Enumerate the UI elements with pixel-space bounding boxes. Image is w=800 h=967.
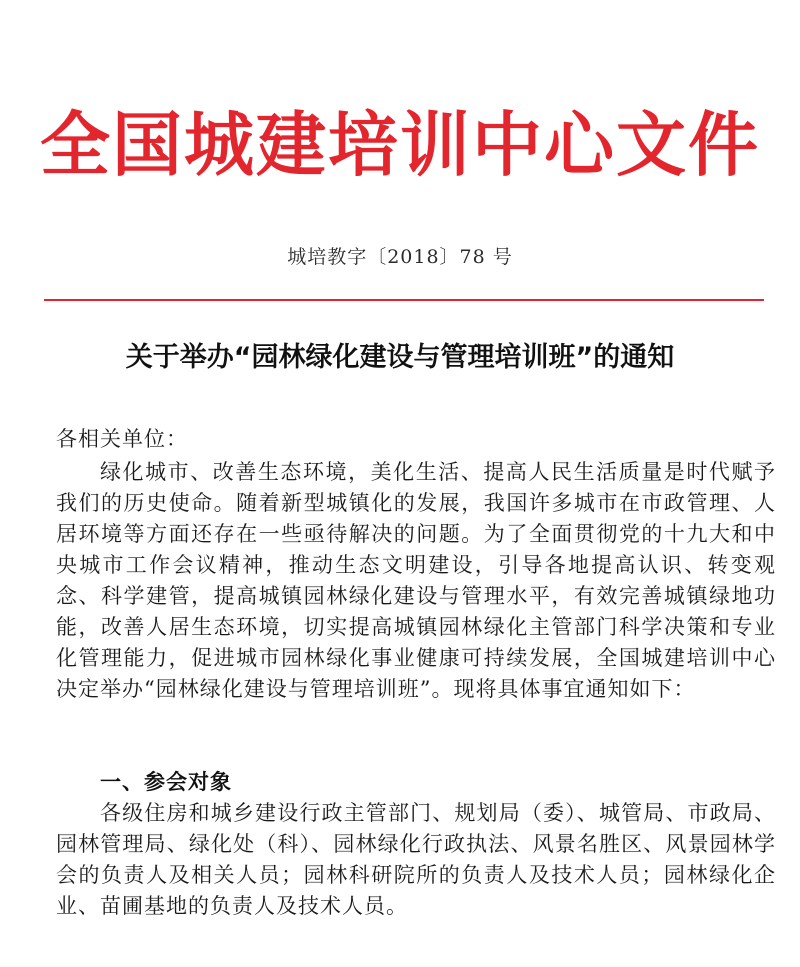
document-number: 城培教字〔2018〕78 号	[287, 246, 513, 268]
section-heading-participants: 一、参会对象	[100, 770, 232, 794]
red-divider-rule	[44, 299, 764, 301]
document-title: 关于举办“园林绿化建设与管理培训班”的通知	[125, 342, 675, 373]
salutation: 各相关单位：	[56, 427, 188, 451]
masthead-title: 全国城建培训中心文件	[40, 104, 760, 186]
intro-paragraph: 绿化城市、改善生态环境，美化生活、提高人民生活质量是时代赋予我们的历史使命。随着新型城镇化的发展，我国许多城市在市政管理、人居环境等方面还存在一些亟待解决的问题。为了全面贯彻党的十九大和中央城市工作会议精神，推动生态文明建设，引导各地提高认识、转变观念、科学建管，提高城镇园林绿化建设与管理水平，有效完善城镇绿地功能，改善人居生态环境，切实提高城镇园林绿化主管部门科学决策和专业化管理能力，促进城市园林绿化事业健康可持续发展，全国城建培训中心决定举办“园林绿化建设与管理培训班”。现将具体事宜通知如下：	[56, 460, 776, 701]
participants-paragraph: 各级住房和城乡建设行政主管部门、规划局（委）、城管局、市政局、园林管理局、绿化处（科）、园林绿化行政执法、风景名胜区、风景园林学会的负责人及相关人员；园林科研院所的负责人及技术人员；园林绿化企业、苗圃基地的负责人及技术人员。	[56, 801, 776, 918]
